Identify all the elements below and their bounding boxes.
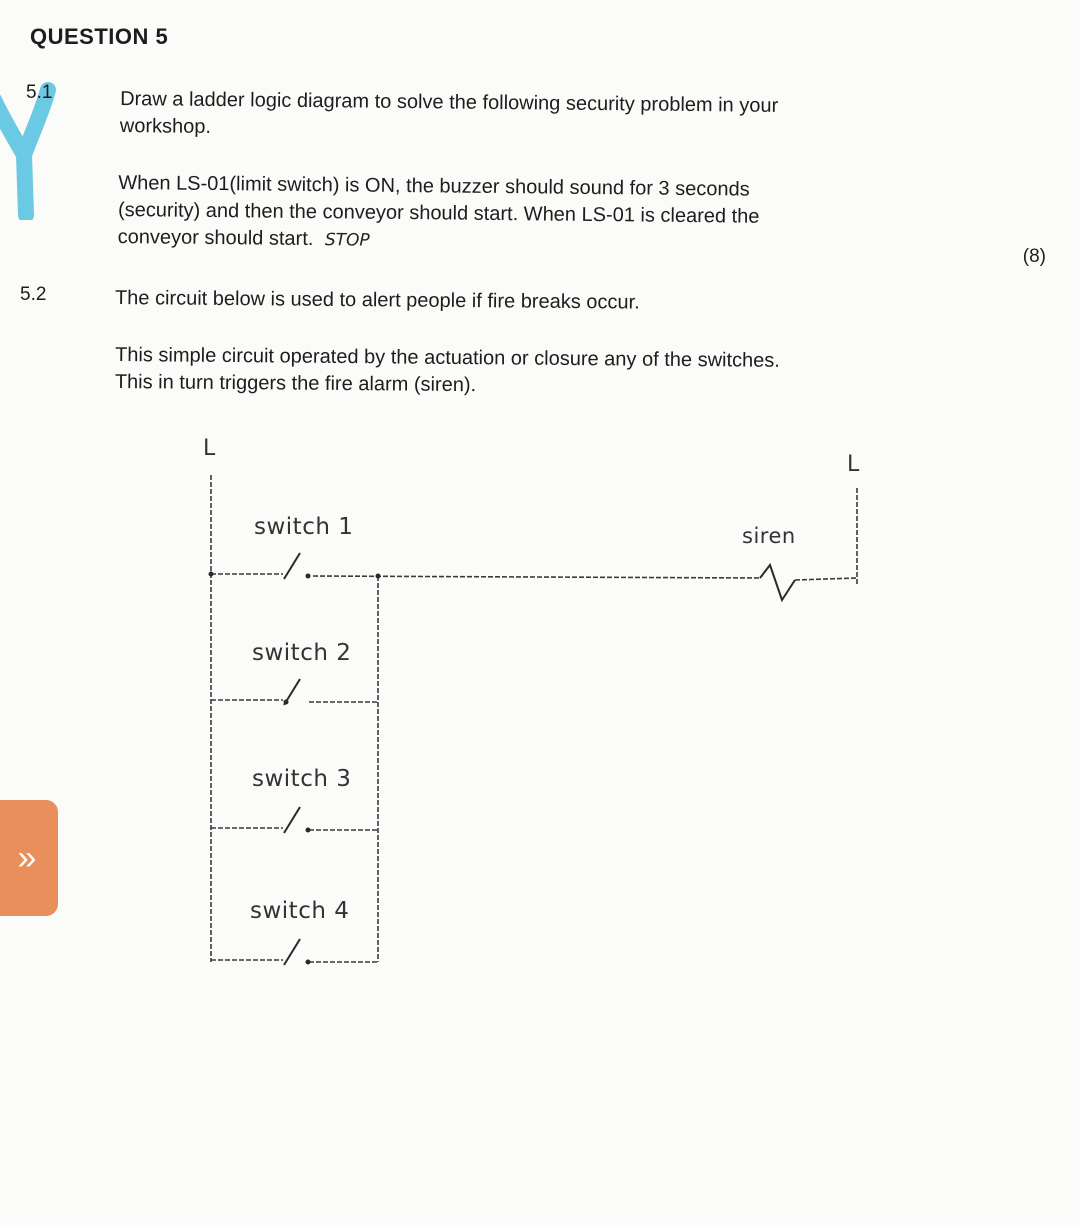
question-number-5-2: 5.2: [20, 284, 47, 305]
q51-para2-line1: When LS-01(limit switch) is ON, the buzzer should sound for 3 seconds: [118, 172, 750, 201]
q52-para2-line2: This in turn triggers the fire alarm (siren).: [114, 370, 477, 397]
switch-2-contact: [284, 679, 300, 705]
question-5-1-scenario: [118, 170, 958, 252]
switch-1-label: switch 1: [254, 514, 354, 540]
question-number-5-1: 5.1: [26, 82, 53, 103]
q51-line2: workshop.: [119, 114, 212, 138]
double-chevron-right-icon: »: [17, 838, 37, 877]
q51-line1: Draw a ladder logic diagram to solve the following security problem in your: [120, 88, 779, 117]
switch-1-contact: [284, 553, 300, 579]
switch-4-contact: [284, 939, 300, 965]
siren-label: siren: [742, 524, 796, 548]
siren-symbol: [760, 565, 795, 600]
switch-4-label: switch 4: [250, 898, 350, 924]
expand-panel-tab[interactable]: [0, 800, 58, 916]
question-marks: (8): [1022, 246, 1046, 267]
question-5-1-text: [120, 86, 960, 140]
switch-3-label: switch 3: [252, 766, 352, 792]
q51-para2-line2: (security) and then the conveyor should start. When LS-01 is cleared the: [117, 199, 760, 228]
question-5-2-description: [115, 342, 975, 396]
handwritten-stop-note: STOP: [324, 230, 370, 251]
question-5-2-intro: [115, 285, 975, 312]
switch-2-label: switch 2: [252, 640, 352, 666]
right-rail-label: L: [847, 452, 860, 477]
q52-line1: The circuit below is used to alert people if fire breaks occur.: [114, 287, 640, 314]
question-heading: QUESTION 5: [30, 24, 169, 49]
q51-para2-line3: conveyor should start.: [117, 225, 314, 251]
switch-3-contact: [284, 807, 300, 833]
left-rail-label: L: [203, 436, 216, 461]
q52-para2-line1: This simple circuit operated by the actuation or closure any of the switches.: [115, 344, 780, 372]
